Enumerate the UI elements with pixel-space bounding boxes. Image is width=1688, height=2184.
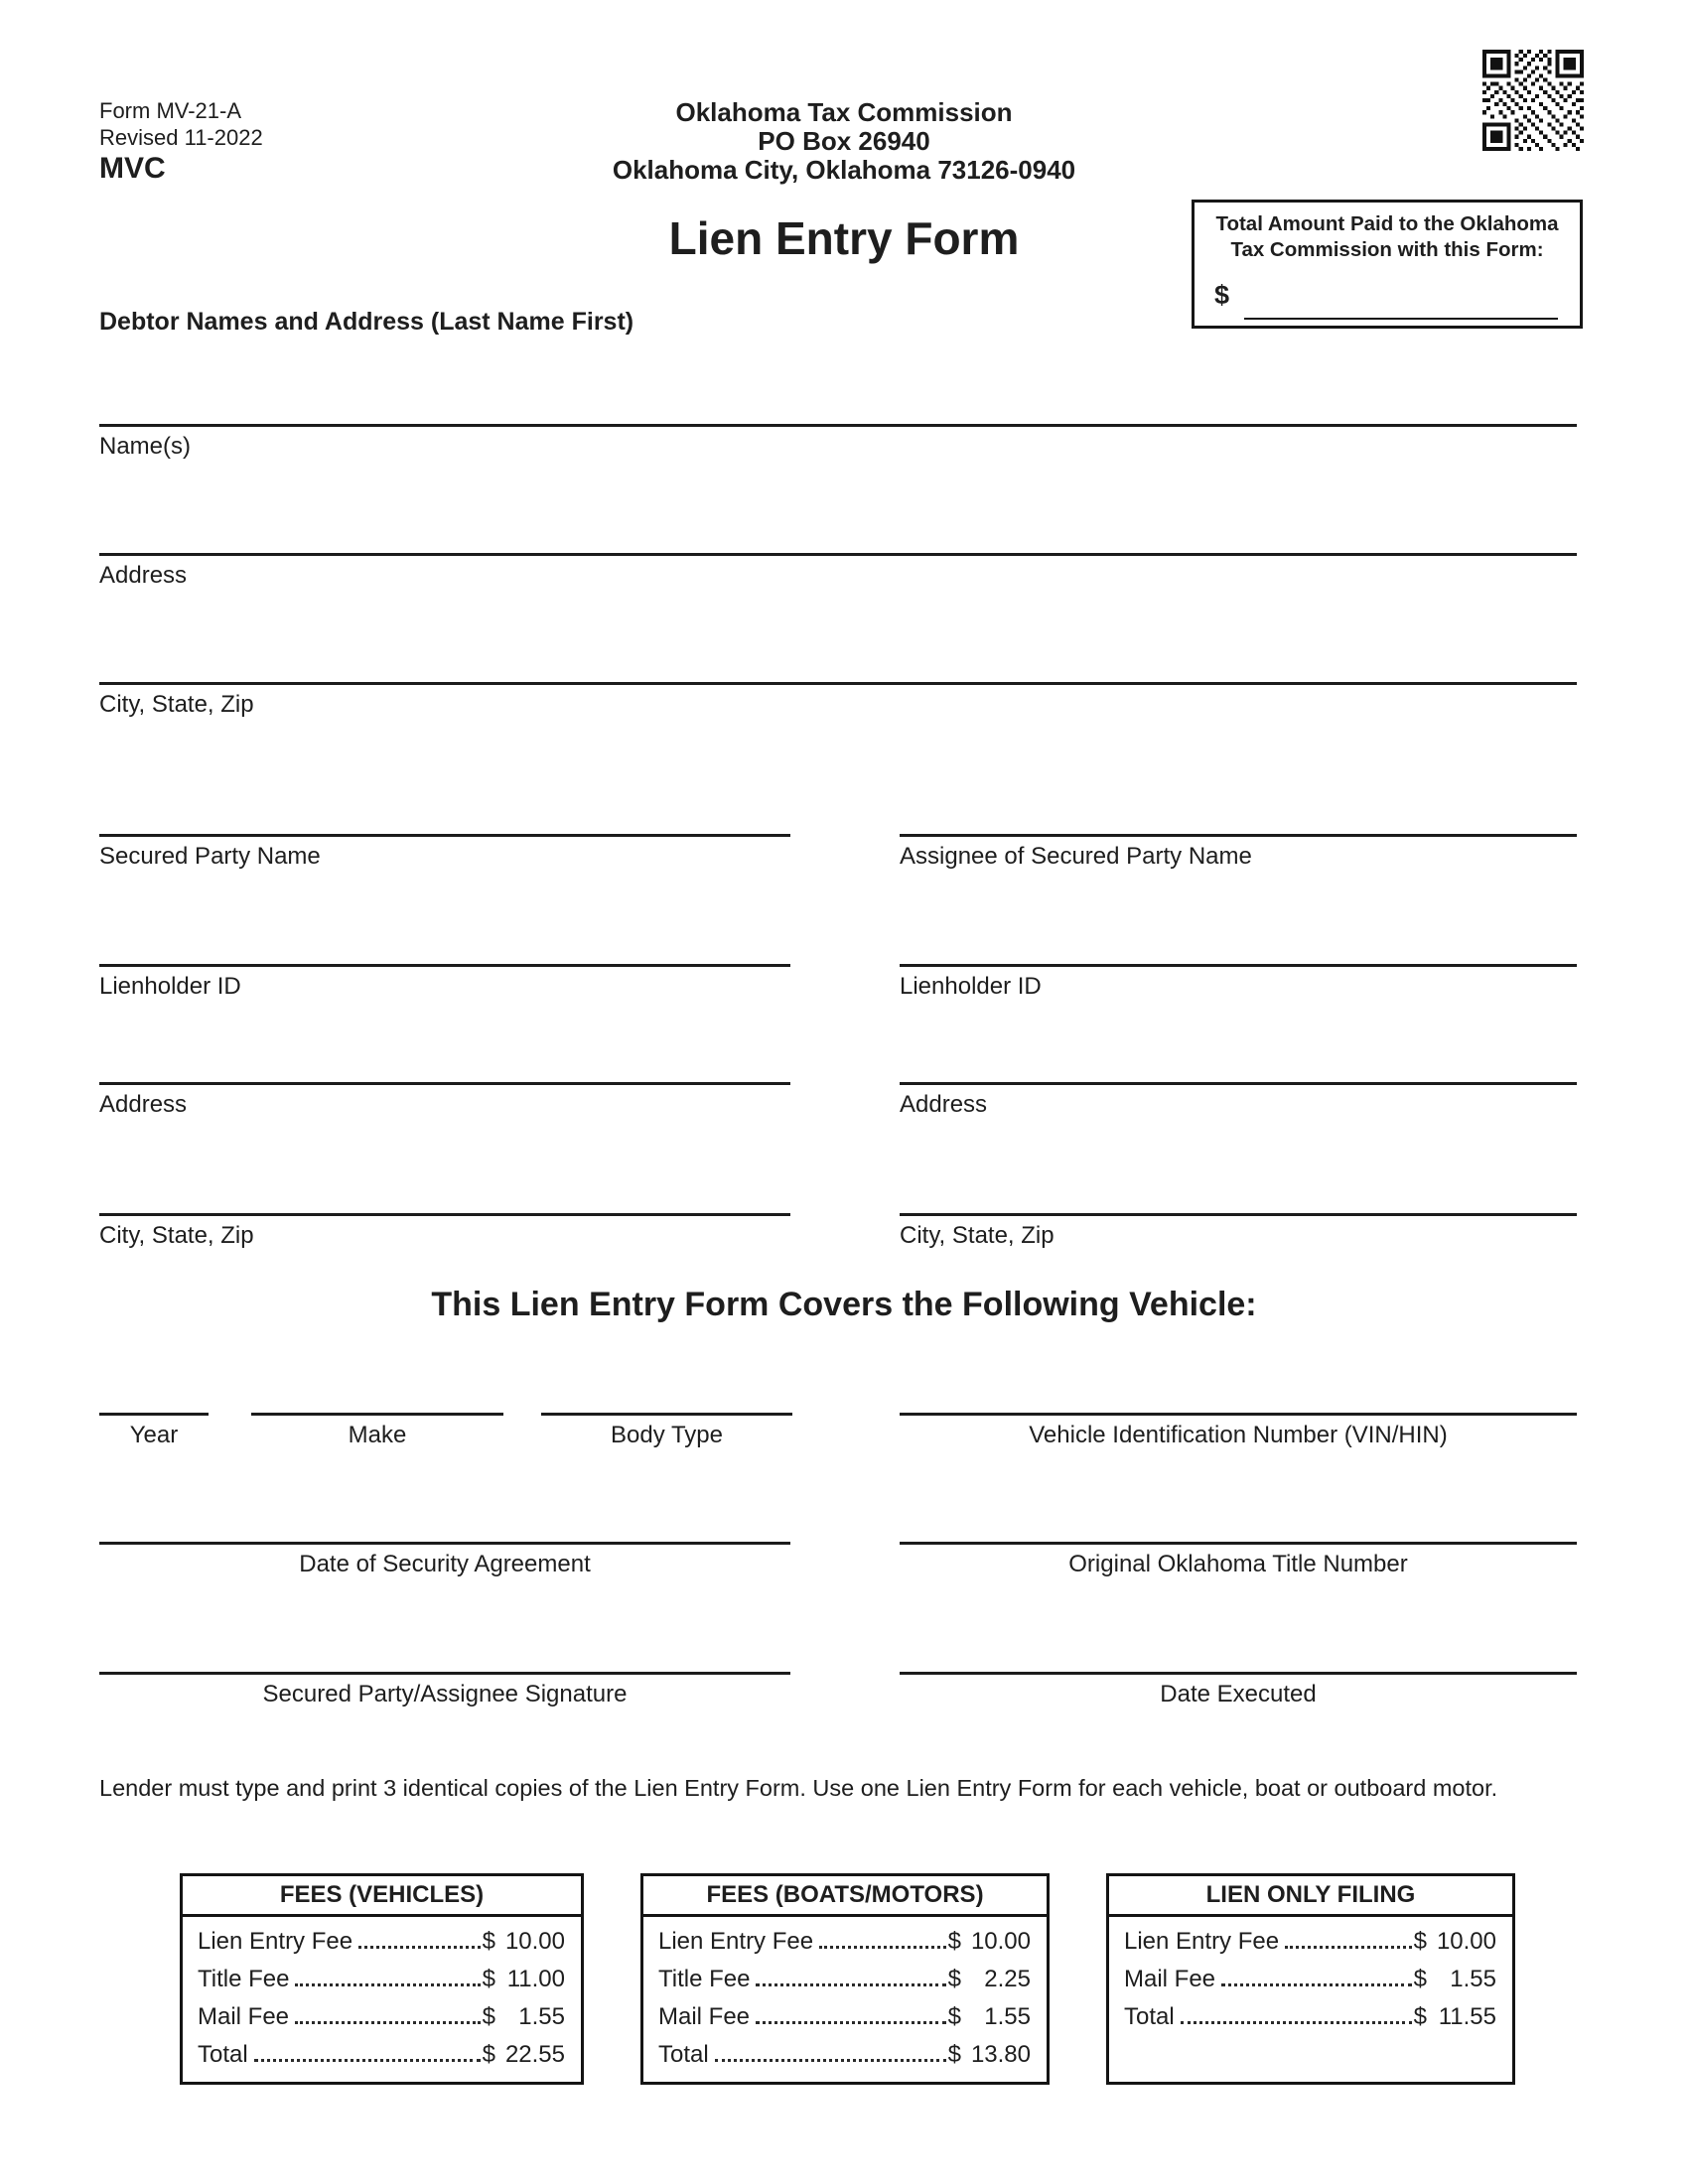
form-number: Form MV-21-A <box>99 98 242 123</box>
assignee-name-field-group <box>900 798 1577 871</box>
fee-amount: 11.55 <box>1438 2003 1496 2030</box>
fee-row-label: Total <box>198 2041 248 2068</box>
fee-row <box>658 1966 1031 2003</box>
fee-amount: 13.80 <box>970 2041 1031 2068</box>
debtor-address-field-group <box>99 517 1577 590</box>
fee-table-lien-only-body <box>1109 1917 1512 2041</box>
assignee-name-field[interactable] <box>900 798 1577 837</box>
debtor-section-heading: Debtor Names and Address (Last Name First) <box>99 308 634 336</box>
make-field-group <box>251 1377 503 1449</box>
fee-table-lien-only <box>1106 1873 1515 2085</box>
date-executed-label: Date Executed <box>1160 1681 1317 1707</box>
date-executed-field-group <box>900 1636 1577 1708</box>
signature-field[interactable] <box>99 1636 790 1675</box>
fee-currency: $ <box>482 2003 495 2030</box>
assignee-lienholder-id-label: Lienholder ID <box>900 973 1042 1000</box>
fee-row <box>1124 1928 1496 1966</box>
assignee-lienholder-id-field-group <box>900 928 1577 1001</box>
fee-row <box>198 1928 565 1966</box>
fee-amount: 10.00 <box>504 1928 565 1955</box>
fee-row-label: Mail Fee <box>1124 1966 1216 1992</box>
original-title-number-field[interactable] <box>900 1506 1577 1545</box>
total-amount-blank-line <box>1244 318 1558 320</box>
fee-currency: $ <box>1413 2003 1427 2030</box>
fee-row-label: Total <box>1124 2003 1175 2030</box>
fee-currency: $ <box>947 2003 961 2030</box>
secured-address-field[interactable] <box>99 1046 790 1085</box>
dot-leader <box>1181 2021 1412 2024</box>
date-executed-field[interactable] <box>900 1636 1577 1675</box>
fee-currency: $ <box>482 2041 495 2068</box>
secured-lienholder-id-field-group <box>99 928 790 1001</box>
instructions-text: Lender must type and print 3 identical copies of the Lien Entry Form. Use one Lien Entry Form for each vehicle, boat or outboard motor. <box>99 1775 1498 1801</box>
fee-amount: 2.25 <box>984 1966 1031 1992</box>
vehicle-section-heading: This Lien Entry Form Covers the Following Vehicle: <box>431 1286 1257 1323</box>
fee-table-vehicles-title: FEES (VEHICLES) <box>183 1876 581 1917</box>
fee-table-boats-motors-body <box>643 1917 1047 2079</box>
assignee-city-state-zip-field[interactable] <box>900 1177 1577 1216</box>
fee-currency: $ <box>1413 1966 1427 1992</box>
fee-row-label: Total <box>658 2041 709 2068</box>
security-agreement-date-field-group <box>99 1506 790 1578</box>
dot-leader <box>715 2059 946 2062</box>
make-label: Make <box>348 1422 407 1448</box>
original-title-number-field-group <box>900 1506 1577 1578</box>
secured-city-state-zip-field-group <box>99 1177 790 1250</box>
dot-leader <box>295 1983 480 1986</box>
assignee-address-field[interactable] <box>900 1046 1577 1085</box>
vin-label: Vehicle Identification Number (VIN/HIN) <box>1029 1422 1448 1448</box>
fee-amount: 10.00 <box>1436 1928 1496 1955</box>
fee-row <box>658 2041 1031 2079</box>
fee-row-label: Mail Fee <box>658 2003 751 2030</box>
signature-label: Secured Party/Assignee Signature <box>262 1681 628 1707</box>
fee-row-label: Lien Entry Fee <box>1124 1928 1280 1955</box>
dot-leader <box>295 2021 481 2024</box>
dot-leader <box>756 1983 945 1986</box>
debtor-address-label: Address <box>99 562 188 589</box>
total-paid-label-line2: Tax Commission with this Form: <box>1230 238 1544 261</box>
fee-table-boats-motors <box>640 1873 1050 2085</box>
debtor-names-field[interactable] <box>99 388 1577 427</box>
secured-lienholder-id-label: Lienholder ID <box>99 973 241 1000</box>
assignee-address-label: Address <box>900 1091 988 1118</box>
fee-row-label: Mail Fee <box>198 2003 290 2030</box>
debtor-city-state-zip-label: City, State, Zip <box>99 691 254 718</box>
debtor-city-state-zip-field[interactable] <box>99 646 1577 685</box>
secured-party-name-label: Secured Party Name <box>99 843 321 870</box>
total-paid-label <box>1195 211 1580 263</box>
dollar-sign: $ <box>1214 280 1230 310</box>
year-field[interactable] <box>99 1377 209 1416</box>
vin-field-group <box>900 1377 1577 1449</box>
fee-row <box>198 2003 565 2041</box>
dot-leader <box>358 1946 480 1949</box>
original-title-number-label: Original Oklahoma Title Number <box>1068 1551 1408 1577</box>
make-field[interactable] <box>251 1377 503 1416</box>
secured-party-name-field[interactable] <box>99 798 790 837</box>
body-type-field-group <box>541 1377 792 1449</box>
page-title: Lien Entry Form <box>668 212 1020 264</box>
fee-row-label: Title Fee <box>198 1966 290 1992</box>
total-amount-paid-box <box>1192 200 1583 329</box>
fee-currency: $ <box>947 1928 961 1955</box>
secured-address-field-group <box>99 1046 790 1119</box>
secured-party-name-field-group <box>99 798 790 871</box>
security-agreement-date-label: Date of Security Agreement <box>299 1551 591 1577</box>
fee-row <box>658 1928 1031 1966</box>
body-type-label: Body Type <box>611 1422 723 1448</box>
year-field-group <box>99 1377 209 1449</box>
secured-lienholder-id-field[interactable] <box>99 928 790 967</box>
fee-currency: $ <box>482 1928 495 1955</box>
fee-currency: $ <box>947 1966 961 1992</box>
debtor-names-label: Name(s) <box>99 433 192 460</box>
fee-amount: 10.00 <box>970 1928 1031 1955</box>
agency-po-box: PO Box 26940 <box>758 126 930 156</box>
secured-city-state-zip-label: City, State, Zip <box>99 1222 254 1249</box>
debtor-names-field-group <box>99 388 1577 461</box>
assignee-name-label: Assignee of Secured Party Name <box>900 843 1252 870</box>
total-amount-field[interactable] <box>1244 284 1558 318</box>
fee-currency: $ <box>1413 1928 1427 1955</box>
debtor-address-field[interactable] <box>99 517 1577 556</box>
dot-leader <box>756 2021 946 2024</box>
assignee-city-state-zip-field-group <box>900 1177 1577 1250</box>
agency-address-block <box>0 98 1688 185</box>
fee-table-lien-only-title: LIEN ONLY FILING <box>1109 1876 1512 1917</box>
qr-code-icon <box>1482 50 1584 151</box>
security-agreement-date-field[interactable] <box>99 1506 790 1545</box>
fee-row <box>658 2003 1031 2041</box>
fee-amount: 22.55 <box>504 2041 565 2068</box>
body-type-field[interactable] <box>541 1377 792 1416</box>
fee-row <box>1124 2003 1496 2041</box>
fee-amount: 1.55 <box>984 2003 1031 2030</box>
dot-leader <box>1221 1983 1412 1986</box>
fee-currency: $ <box>947 2041 961 2068</box>
fee-currency: $ <box>482 1966 495 1992</box>
fee-row-label: Title Fee <box>658 1966 751 1992</box>
dot-leader <box>1285 1946 1411 1949</box>
fee-amount: 1.55 <box>518 2003 565 2030</box>
secured-address-label: Address <box>99 1091 188 1118</box>
fee-row <box>198 2041 565 2079</box>
dot-leader <box>254 2059 481 2062</box>
fee-table-boats-motors-title: FEES (BOATS/MOTORS) <box>643 1876 1047 1917</box>
form-revision: Revised 11-2022 <box>99 125 263 150</box>
year-label: Year <box>129 1422 179 1448</box>
fee-row <box>1124 1966 1496 2003</box>
secured-city-state-zip-field[interactable] <box>99 1177 790 1216</box>
debtor-city-state-zip-field-group <box>99 646 1577 719</box>
assignee-city-state-zip-label: City, State, Zip <box>900 1222 1055 1249</box>
fee-table-vehicles <box>180 1873 584 2085</box>
fee-amount: 1.55 <box>1450 1966 1496 1992</box>
fee-amount: 11.00 <box>506 1966 565 1992</box>
total-paid-label-line1: Total Amount Paid to the Oklahoma <box>1215 212 1559 235</box>
vin-field[interactable] <box>900 1377 1577 1416</box>
fee-table-vehicles-body <box>183 1917 581 2079</box>
signature-field-group <box>99 1636 790 1708</box>
assignee-lienholder-id-field[interactable] <box>900 928 1577 967</box>
dot-leader <box>819 1946 945 1949</box>
agency-name: Oklahoma Tax Commission <box>675 97 1013 127</box>
agency-city-state-zip: Oklahoma City, Oklahoma 73126-0940 <box>612 155 1076 185</box>
fee-row-label: Lien Entry Fee <box>658 1928 814 1955</box>
fee-row-label: Lien Entry Fee <box>198 1928 353 1955</box>
fee-row <box>198 1966 565 2003</box>
form-division: MVC <box>99 152 166 185</box>
assignee-address-field-group <box>900 1046 1577 1119</box>
